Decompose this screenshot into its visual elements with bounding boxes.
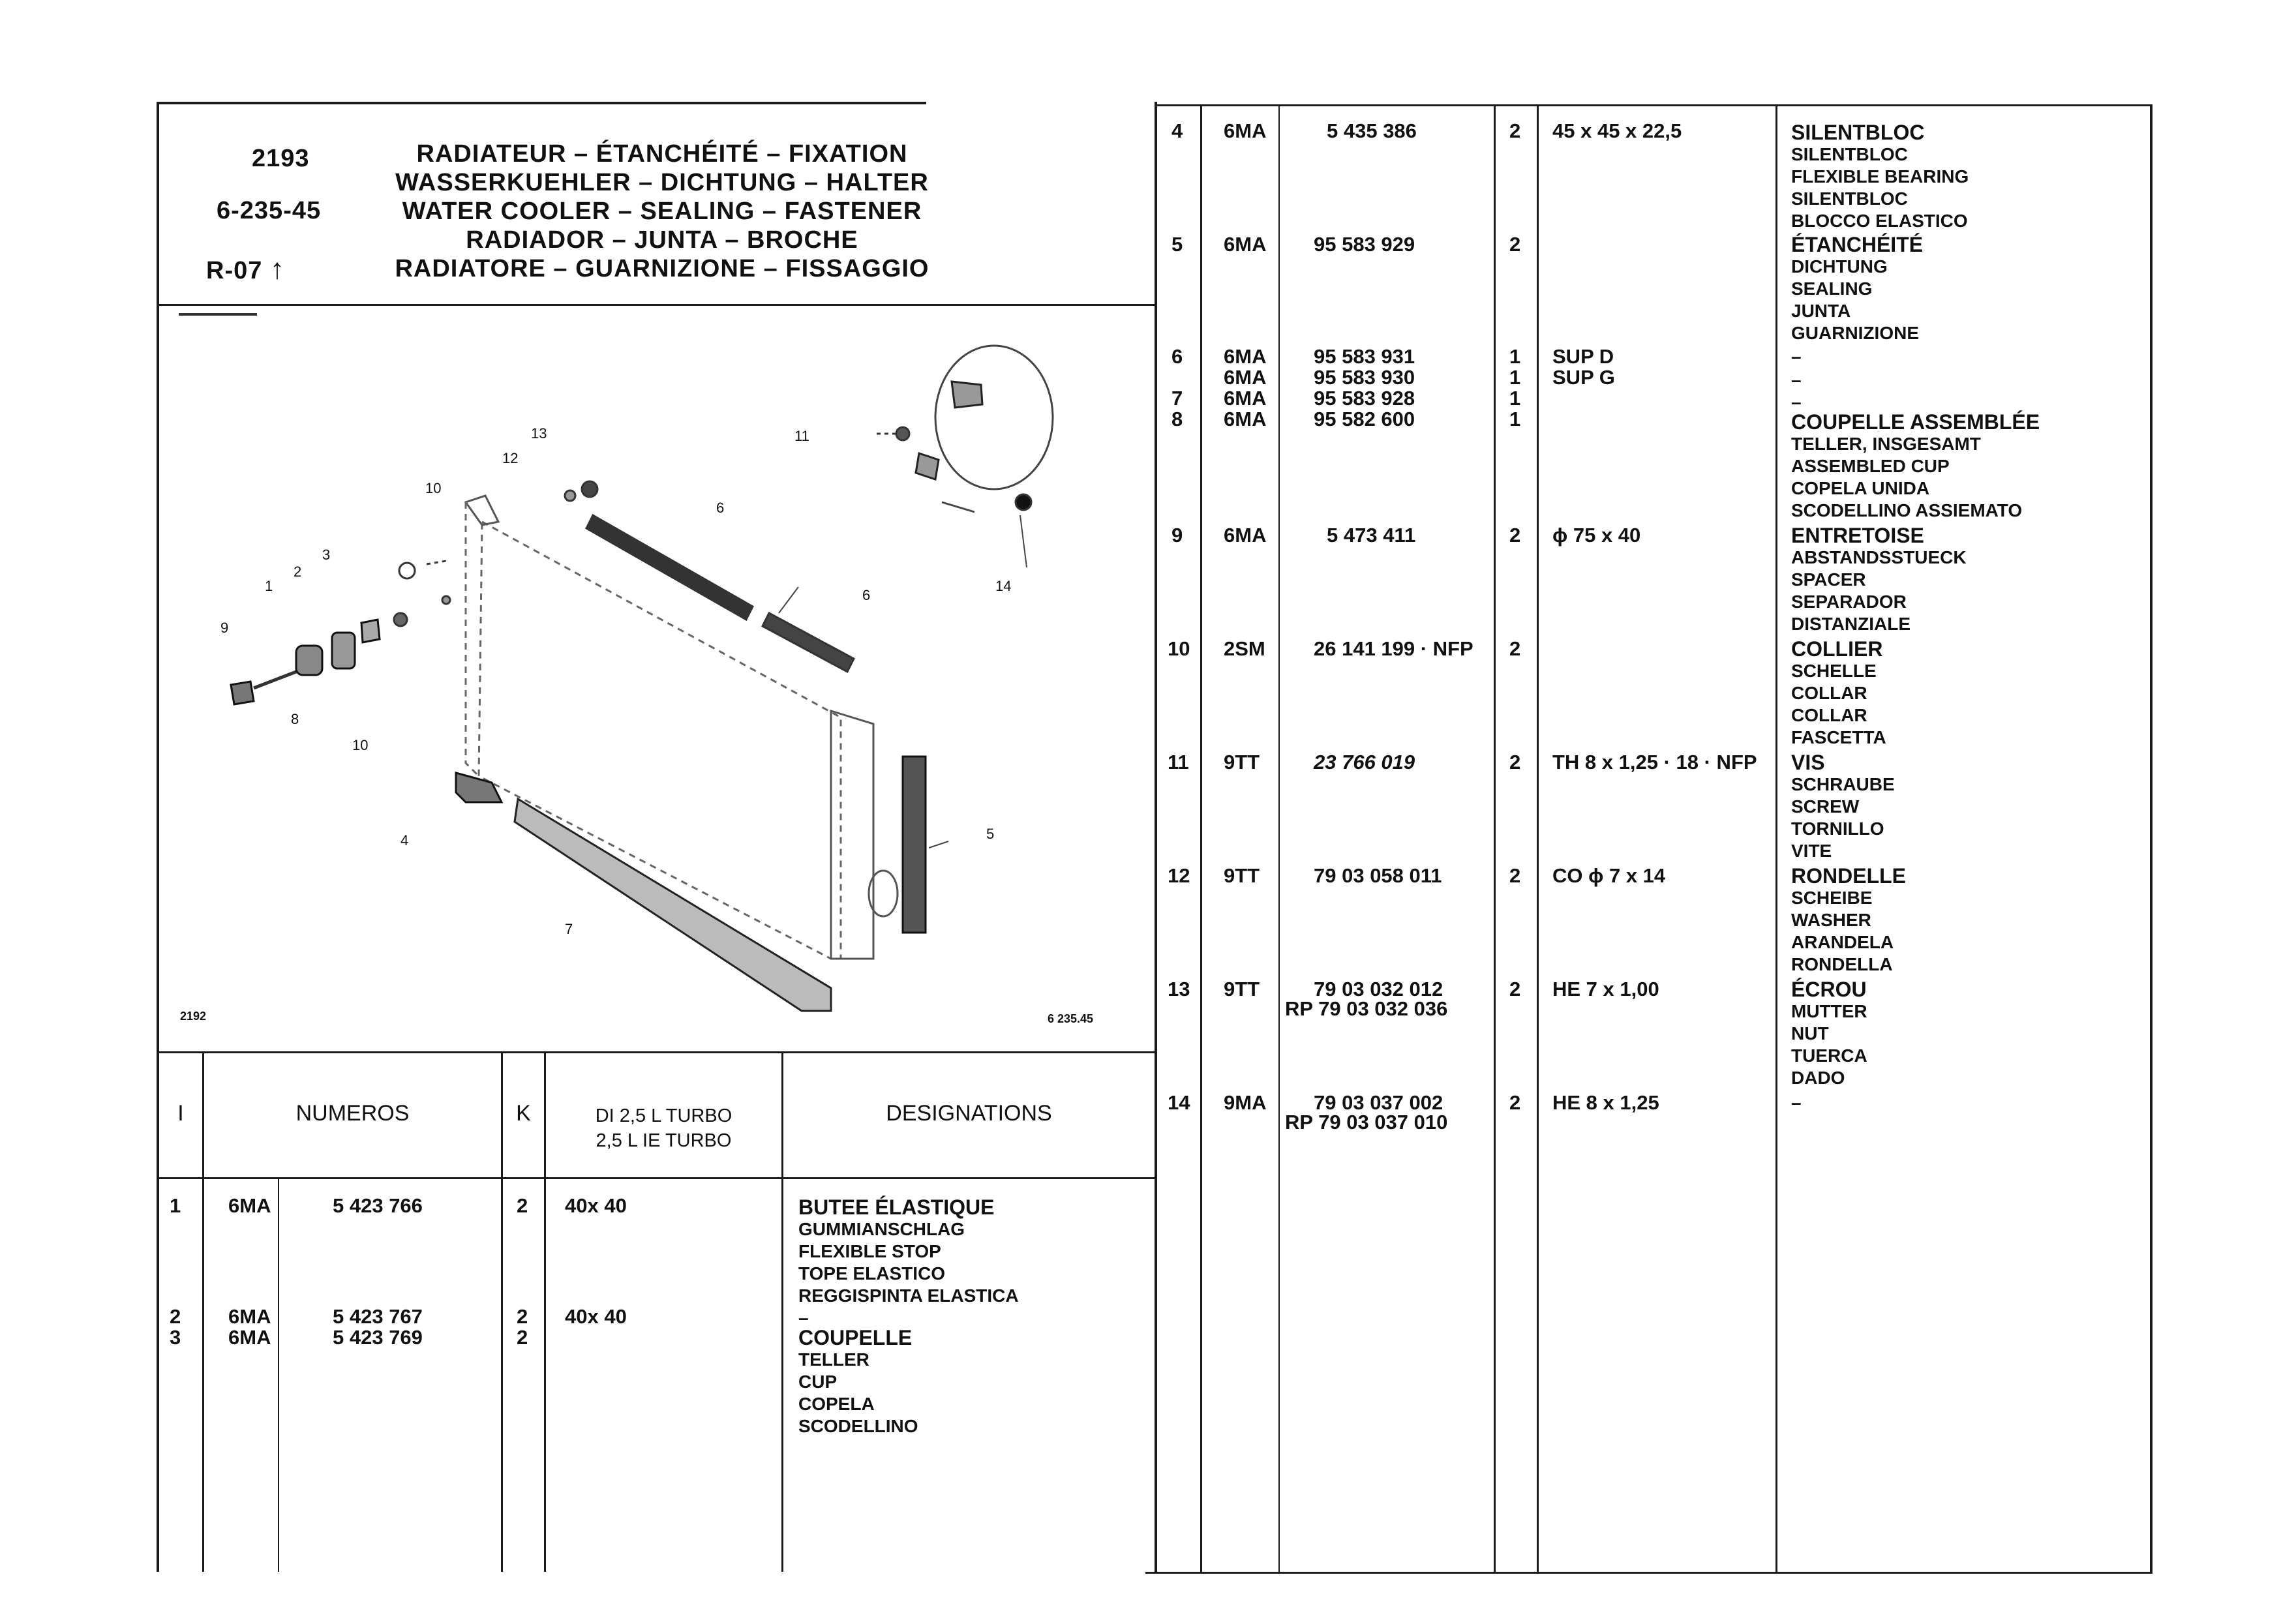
- right-row-5-desc: [1791, 233, 1923, 344]
- callout-14: 14: [995, 578, 1012, 594]
- right-row-6b-spec: SUP G: [1552, 366, 1615, 389]
- title-fr: RADIATEUR – ÉTANCHÉITÉ – FIXATION: [416, 140, 908, 168]
- callout-9: 9: [220, 620, 229, 636]
- desc-line: SCHEIBE: [1791, 888, 1873, 908]
- desc-line: SEPARADOR: [1791, 592, 1907, 612]
- callout-11: 11: [794, 428, 809, 444]
- desc-line: SPACER: [1791, 569, 1866, 590]
- col-header-index: I: [177, 1101, 184, 1126]
- right-row-7-index: 7: [1171, 387, 1183, 410]
- right-row-13-number: 79 03 032 012: [1314, 978, 1443, 1000]
- right-row-10-k: 2: [1509, 637, 1521, 660]
- col-header-k: K: [516, 1101, 531, 1126]
- left-row-2-code: 6MA: [228, 1305, 271, 1328]
- right-row-9-k: 2: [1509, 524, 1521, 547]
- right-col-sep-3: [1494, 104, 1496, 1573]
- callout-6b: 6: [862, 587, 871, 603]
- desc-line: FLEXIBLE BEARING: [1791, 166, 1969, 187]
- left-row-3-code: 6MA: [228, 1326, 271, 1349]
- right-row-14-index: 14: [1168, 1091, 1190, 1114]
- col-header-designations: DESIGNATIONS: [886, 1101, 1052, 1126]
- right-row-10-number: 26 141 199 · NFP: [1314, 637, 1473, 660]
- right-row-13-code: 9TT: [1224, 978, 1260, 1000]
- desc-line: NUT: [1791, 1023, 1829, 1044]
- desc-line: BUTEE ÉLASTIQUE: [798, 1195, 995, 1219]
- page-number: 2193: [252, 145, 310, 172]
- right-row-12-spec: CO ɸ 7 x 14: [1552, 864, 1666, 887]
- desc-line: SILENTBLOC: [1791, 121, 1925, 144]
- title-es: RADIADOR – JUNTA – BROCHE: [466, 226, 858, 254]
- right-row-14-k: 2: [1509, 1091, 1521, 1114]
- right-row-5-number: 95 583 929: [1314, 233, 1415, 256]
- right-row-13-k: 2: [1509, 978, 1521, 1000]
- desc-line: SCHELLE: [1791, 661, 1877, 681]
- left-row-2-index: 2: [170, 1305, 181, 1328]
- right-row-10-code: 2SM: [1224, 637, 1265, 660]
- desc-line: DISTANZIALE: [1791, 614, 1911, 634]
- callout-2: 2: [294, 563, 302, 580]
- right-row-11-index: 11: [1168, 751, 1189, 773]
- right-row-14-number2: RP 79 03 037 010: [1285, 1111, 1448, 1134]
- right-row-11-number: 23 766 019: [1314, 751, 1415, 773]
- right-col-sep-4: [1537, 104, 1539, 1573]
- desc-line: COLLAR: [1791, 683, 1867, 703]
- right-row-9-code: 6MA: [1224, 524, 1267, 547]
- title-block: [391, 140, 933, 283]
- right-row-7-number: 95 583 928: [1314, 387, 1415, 410]
- title-it: RADIATORE – GUARNIZIONE – FISSAGGIO: [395, 255, 929, 282]
- right-row-12-desc: [1791, 865, 1906, 976]
- right-row-14-number: 79 03 037 002: [1314, 1091, 1443, 1114]
- right-row-13-desc: [1791, 978, 1867, 1089]
- desc-line: SILENTBLOC: [1791, 144, 1908, 164]
- right-row-11-code: 9TT: [1224, 751, 1260, 773]
- desc-line: ENTRETOISE: [1791, 524, 1924, 547]
- right-row-4-code: 6MA: [1224, 119, 1267, 142]
- desc-line: ARANDELA: [1791, 932, 1894, 952]
- right-row-6-spec: SUP D: [1552, 345, 1614, 368]
- right-row-14-desc: –: [1791, 1092, 1802, 1113]
- right-row-8-index: 8: [1171, 408, 1183, 430]
- col-header-divider: [157, 1177, 1157, 1179]
- callout-4: 4: [400, 832, 409, 849]
- right-row-7-k: 1: [1509, 387, 1521, 410]
- right-row-6-number: 95 583 931: [1314, 345, 1415, 368]
- variant-2: 2,5 L IE TURBO: [596, 1130, 732, 1151]
- desc-line: TELLER: [798, 1349, 869, 1370]
- right-row-6-index: 6: [1171, 345, 1183, 368]
- right-row-13-index: 13: [1168, 978, 1190, 1000]
- right-col-sep-2: [1278, 104, 1280, 1573]
- desc-line: ÉTANCHÉITÉ: [1791, 233, 1924, 256]
- callout-7: 7: [565, 921, 573, 937]
- right-row-8-code: 6MA: [1224, 408, 1267, 430]
- col-sep-1: [202, 1051, 204, 1572]
- desc-line: VITE: [1791, 841, 1832, 861]
- right-row-8-desc: [1791, 411, 2040, 522]
- right-row-6-desc: –: [1791, 346, 1802, 367]
- right-row-6-k: 1: [1509, 345, 1521, 368]
- right-row-6-code: 6MA: [1224, 345, 1267, 368]
- desc-line: SCODELLINO ASSIEMATO: [1791, 500, 2023, 520]
- desc-line: COUPELLE: [798, 1326, 913, 1349]
- callout-13: 13: [531, 425, 547, 442]
- left-row-1-code: 6MA: [228, 1194, 271, 1217]
- desc-line: REGGISPINTA ELASTICA: [798, 1285, 1019, 1306]
- right-row-8-number: 95 582 600: [1314, 408, 1415, 430]
- desc-line: FASCETTA: [1791, 727, 1886, 747]
- col-sep-5: [781, 1051, 783, 1572]
- right-row-9-desc: [1791, 524, 1967, 635]
- left-row-3-desc: [798, 1327, 918, 1437]
- right-row-11-spec: TH 8 x 1,25 · 18 · NFP: [1552, 751, 1757, 773]
- right-row-12-number: 79 03 058 011: [1314, 864, 1442, 887]
- left-row-3-number: 5 423 769: [333, 1326, 423, 1349]
- callout-3: 3: [322, 547, 331, 563]
- desc-line: MUTTER: [1791, 1001, 1867, 1021]
- right-row-11-desc: [1791, 751, 1895, 862]
- right-row-14-spec: HE 8 x 1,25: [1552, 1091, 1659, 1114]
- right-frame-top: [1155, 104, 2152, 106]
- left-row-1-desc: [798, 1196, 1019, 1329]
- desc-line: COPELA: [798, 1394, 875, 1414]
- desc-line: TELLER, INSGESAMT: [1791, 434, 1981, 454]
- desc-line: GUARNIZIONE: [1791, 323, 1919, 343]
- callout-5: 5: [986, 826, 995, 842]
- desc-line: DADO: [1791, 1068, 1845, 1088]
- left-frame-top: [157, 102, 926, 104]
- right-row-9-number: 5 473 411: [1327, 524, 1416, 547]
- right-row-9-index: 9: [1171, 524, 1183, 547]
- desc-line: RONDELLE: [1791, 864, 1906, 888]
- left-row-1-index: 1: [170, 1194, 181, 1217]
- col-header-variant: [546, 1104, 781, 1153]
- desc-line: –: [798, 1308, 809, 1328]
- variant-1: DI 2,5 L TURBO: [595, 1105, 733, 1126]
- group-code: 6-235-45: [217, 197, 322, 224]
- left-row-3-k: 2: [517, 1326, 528, 1349]
- right-row-5-index: 5: [1171, 233, 1183, 256]
- right-row-7-code: 6MA: [1224, 387, 1267, 410]
- desc-line: SEALING: [1791, 278, 1873, 299]
- desc-line: SCHRAUBE: [1791, 774, 1895, 794]
- right-row-8-k: 1: [1509, 408, 1521, 430]
- callout-10b: 10: [352, 737, 369, 753]
- desc-line: SCODELLINO: [798, 1416, 918, 1436]
- header-divider: [157, 304, 1157, 306]
- callout-10a: 10: [425, 480, 442, 496]
- up-arrow-icon: ↑: [269, 253, 285, 285]
- col-sep-2: [278, 1177, 279, 1572]
- revision-label: R-07: [206, 257, 263, 284]
- right-row-6b-code: 6MA: [1224, 366, 1267, 389]
- diagram-figure-ref: 6 235.45: [1048, 1012, 1094, 1025]
- desc-line: BLOCCO ELASTICO: [1791, 211, 1968, 231]
- right-row-9-spec: ɸ 75 x 40: [1552, 524, 1641, 547]
- callout-12: 12: [502, 450, 519, 466]
- left-row-1-number: 5 423 766: [333, 1194, 423, 1217]
- right-row-11-k: 2: [1509, 751, 1521, 773]
- right-row-13-spec: HE 7 x 1,00: [1552, 978, 1659, 1000]
- right-frame-bottom: [1145, 1572, 2152, 1574]
- desc-line: COPELA UNIDA: [1791, 478, 1930, 498]
- left-row-2-k: 2: [517, 1305, 528, 1328]
- left-frame-right: [1155, 102, 1157, 1572]
- right-row-4-number: 5 435 386: [1327, 119, 1417, 142]
- desc-line: ABSTANDSSTUECK: [1791, 547, 1967, 567]
- callout-8: 8: [291, 711, 299, 727]
- right-row-6b-desc: –: [1791, 370, 1802, 390]
- desc-line: COLLAR: [1791, 705, 1867, 725]
- col-header-numbers: NUMEROS: [295, 1101, 410, 1126]
- right-row-13-number2: RP 79 03 032 036: [1285, 997, 1448, 1020]
- desc-line: DICHTUNG: [1791, 256, 1888, 277]
- desc-line: VIS: [1791, 751, 1825, 774]
- desc-line: COLLIER: [1791, 637, 1883, 661]
- title-de: WASSERKUEHLER – DICHTUNG – HALTER: [395, 169, 929, 196]
- left-row-2-spec: 40x 40: [565, 1305, 627, 1328]
- callout-6a: 6: [716, 500, 725, 516]
- right-row-12-code: 9TT: [1224, 864, 1260, 887]
- desc-line: ÉCROU: [1791, 978, 1867, 1001]
- right-row-4-desc: [1791, 121, 1969, 232]
- left-row-2-number: 5 423 767: [333, 1305, 423, 1328]
- desc-line: TOPE ELASTICO: [798, 1263, 946, 1284]
- diagram-page-ref: 2192: [180, 1010, 207, 1023]
- right-row-12-k: 2: [1509, 864, 1521, 887]
- col-sep-3: [501, 1051, 503, 1572]
- desc-line: CUP: [798, 1372, 838, 1392]
- desc-line: SCREW: [1791, 796, 1860, 817]
- desc-line: ASSEMBLED CUP: [1791, 456, 1950, 476]
- right-row-6b-k: 1: [1509, 366, 1521, 389]
- right-row-10-index: 10: [1168, 637, 1190, 660]
- right-row-4-spec: 45 x 45 x 22,5: [1552, 119, 1682, 142]
- title-en: WATER COOLER – SEALING – FASTENER: [402, 198, 922, 225]
- left-row-3-index: 3: [170, 1326, 181, 1349]
- right-col-sep-1: [1200, 104, 1202, 1573]
- desc-line: JUNTA: [1791, 301, 1851, 321]
- right-row-7-desc: –: [1791, 392, 1802, 412]
- right-row-4-k: 2: [1509, 119, 1521, 142]
- desc-line: SILENTBLOC: [1791, 188, 1908, 209]
- right-row-10-desc: [1791, 638, 1886, 749]
- left-row-1-k: 2: [517, 1194, 528, 1217]
- desc-line: TUERCA: [1791, 1045, 1867, 1066]
- right-frame-right: [2150, 104, 2152, 1573]
- exploded-parts-diagram: [159, 307, 1155, 1050]
- left-row-1-spec: 40x 40: [565, 1194, 627, 1217]
- desc-line: GUMMIANSCHLAG: [798, 1219, 965, 1239]
- desc-line: TORNILLO: [1791, 819, 1884, 839]
- right-row-5-k: 2: [1509, 233, 1521, 256]
- desc-line: COUPELLE ASSEMBLÉE: [1791, 410, 2040, 434]
- right-col-sep-5: [1775, 104, 1777, 1573]
- right-row-14-code: 9MA: [1224, 1091, 1267, 1114]
- right-row-4-index: 4: [1171, 119, 1183, 142]
- desc-line: WASHER: [1791, 910, 1871, 930]
- right-row-5-code: 6MA: [1224, 233, 1267, 256]
- right-row-12-index: 12: [1168, 864, 1190, 887]
- right-row-6b-number: 95 583 930: [1314, 366, 1415, 389]
- revision-code: [206, 253, 285, 286]
- callout-1: 1: [265, 578, 273, 594]
- diagram-divider: [157, 1051, 1157, 1053]
- desc-line: FLEXIBLE STOP: [798, 1241, 941, 1261]
- desc-line: RONDELLA: [1791, 954, 1893, 974]
